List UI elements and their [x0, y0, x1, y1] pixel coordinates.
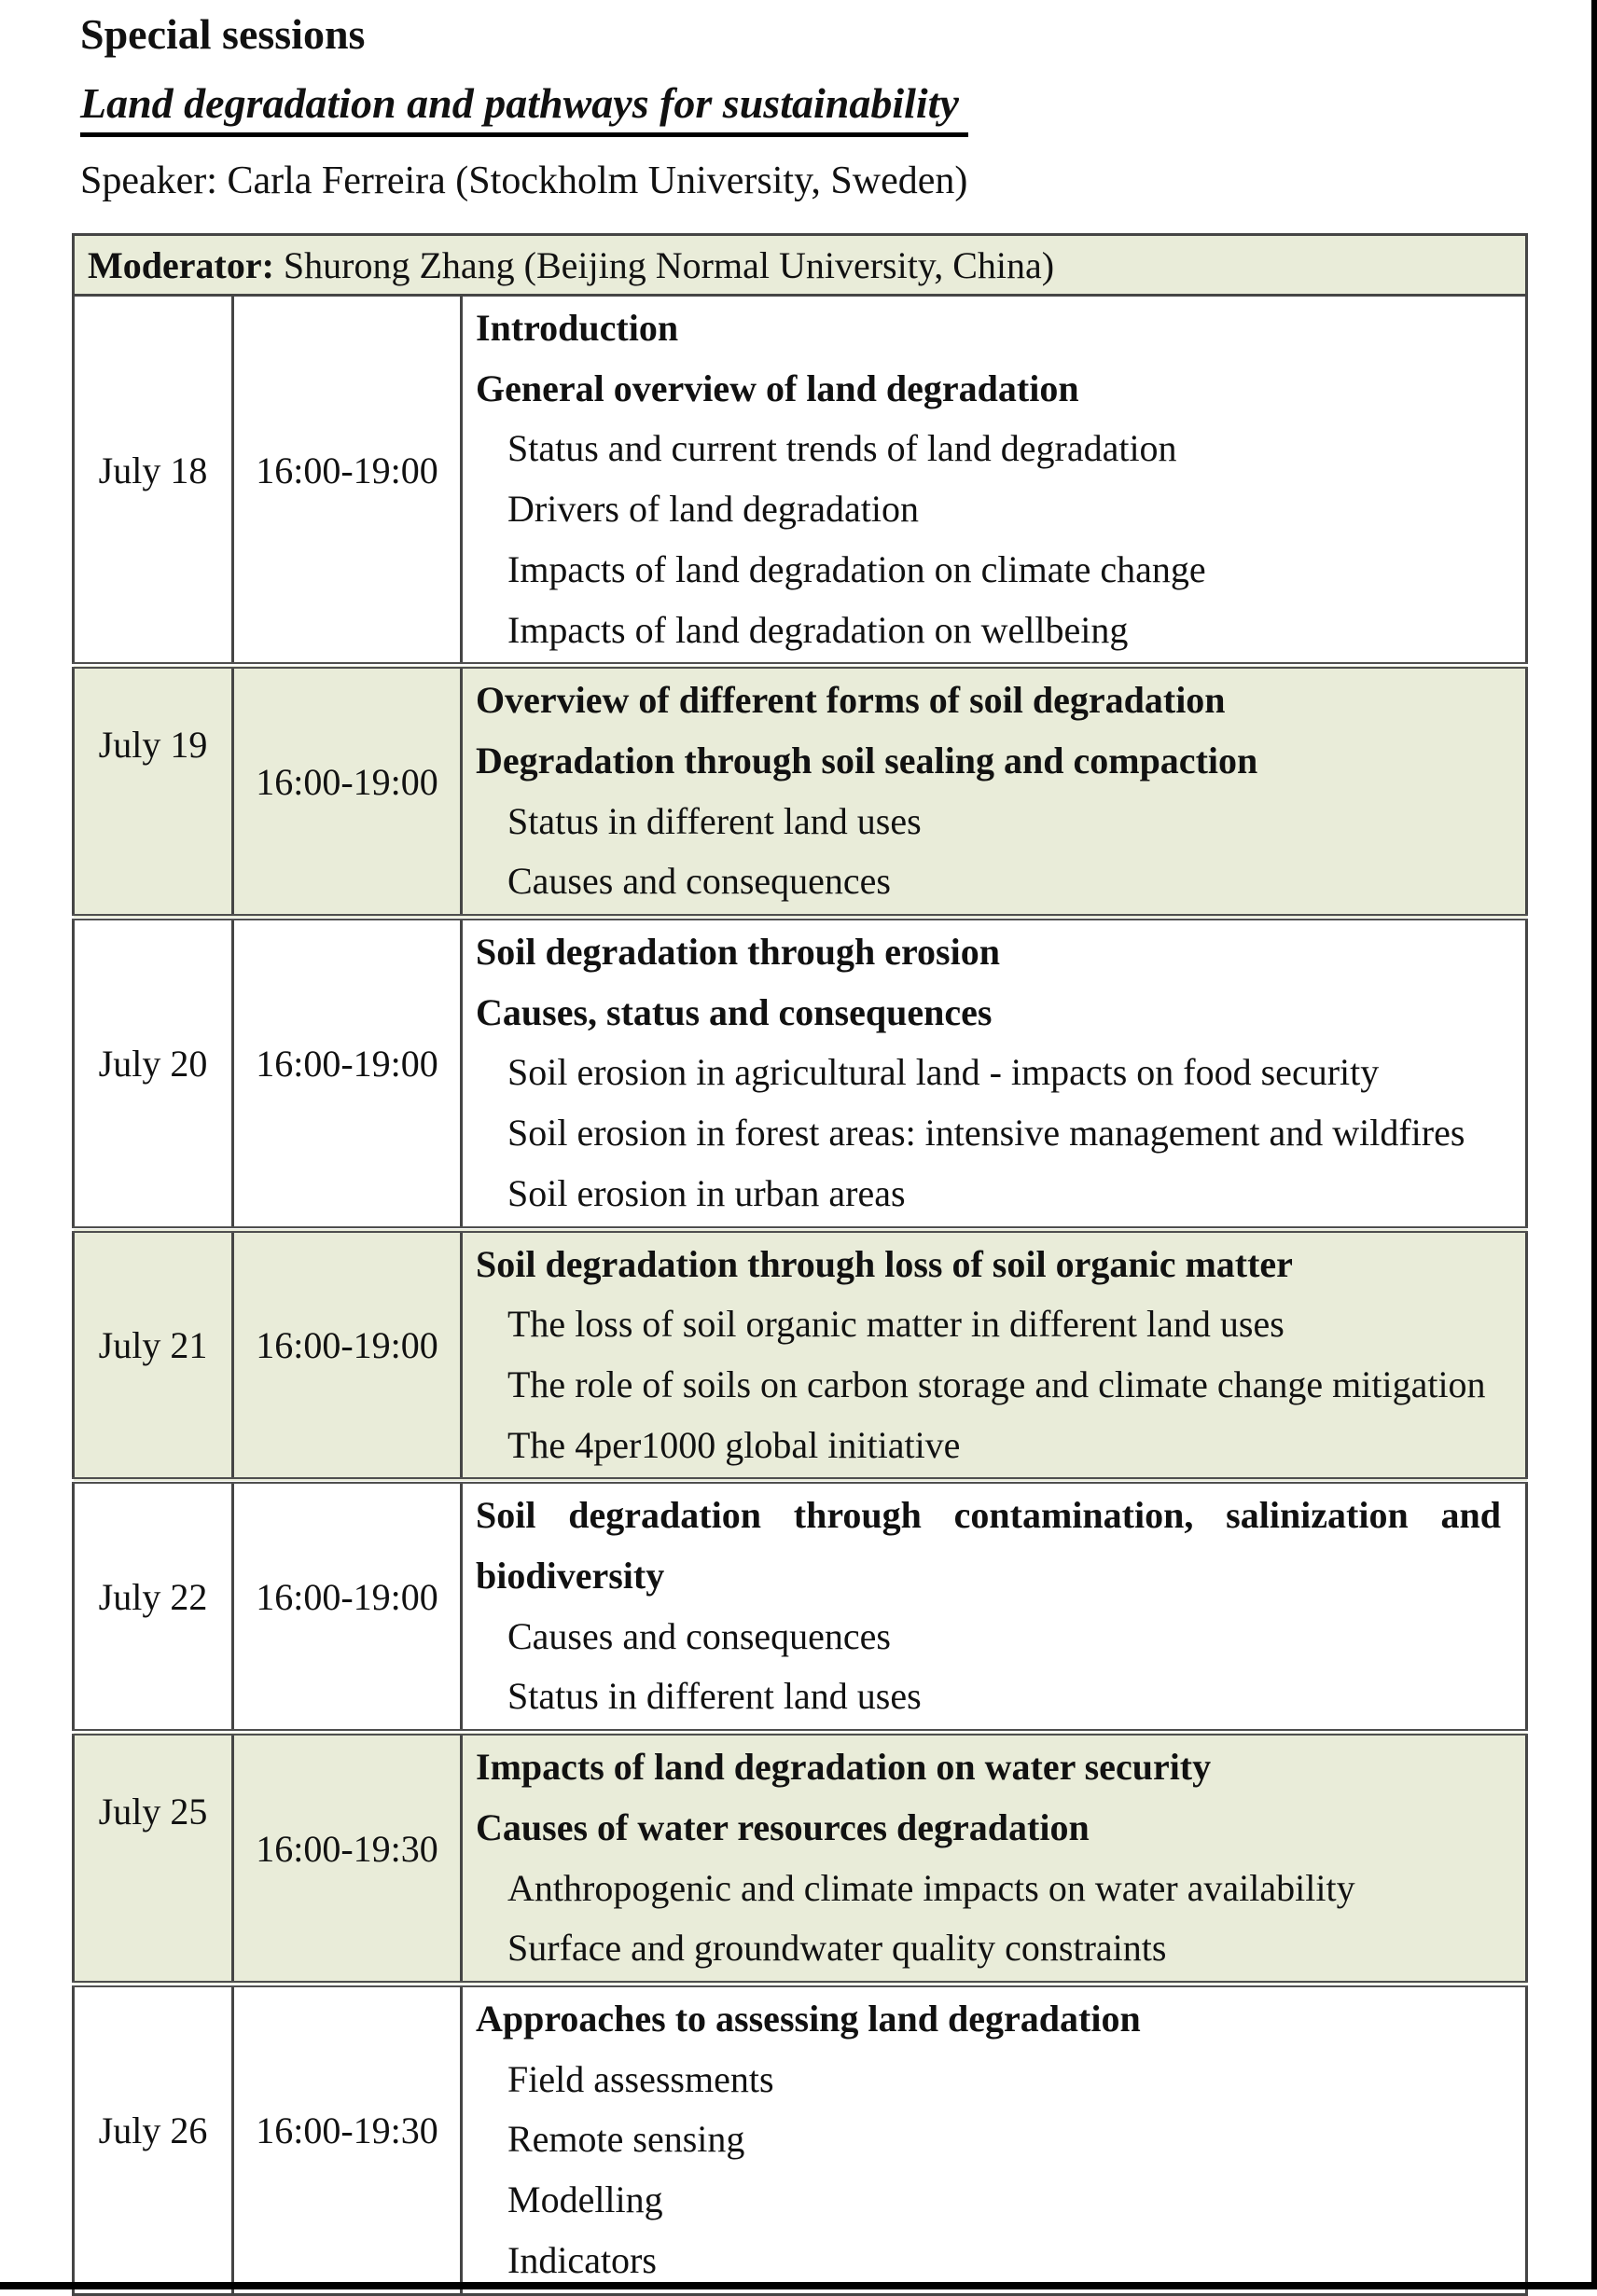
time-text: 16:00-19:00 [256, 449, 438, 491]
session-row [74, 1984, 1527, 2294]
time-cell [233, 1481, 462, 1733]
date-text: July 20 [98, 1043, 208, 1086]
topic-detail: Impacts of land degradation on climate change [507, 547, 1206, 590]
topic-heading: Soil degradation through contamination, salinization and [476, 1494, 1502, 1537]
time-text: 16:00-19:00 [256, 1043, 438, 1086]
topic-detail: Field assessments [507, 2057, 774, 2100]
schedule-table-body [74, 296, 1527, 2295]
topic-detail: Causes and consequences [507, 1614, 891, 1657]
time-text: 16:00-19:30 [256, 2109, 438, 2152]
time-cell [233, 1229, 462, 1481]
session-row [74, 296, 1527, 666]
topic-detail: Soil erosion in urban areas [507, 1171, 906, 1214]
topic-detail: Status in different land uses [507, 799, 922, 842]
time-text: 16:00-19:00 [256, 1576, 438, 1619]
topic-detail: Causes and consequences [507, 860, 891, 903]
speaker-line: Speaker: Carla Ferreira (Stockholm University, Sweden) [80, 159, 968, 202]
time-cell [233, 1984, 462, 2294]
topics-cell [462, 296, 1527, 666]
topics-cell [462, 1733, 1527, 1985]
moderator-label: Moderator: [88, 243, 274, 286]
topic-heading: Overview of different forms of soil degradation [476, 679, 1226, 722]
session-row [74, 918, 1527, 1230]
topics-cell [462, 666, 1527, 918]
date-text: July 19 [98, 724, 208, 767]
time-cell [233, 296, 462, 666]
date-cell [74, 666, 233, 918]
topic-detail: Modelling [507, 2178, 663, 2221]
moderator-name: Shurong Zhang (Beijing Normal University, China) [273, 243, 1055, 286]
date-cell [74, 1984, 233, 2294]
topic-heading: biodiversity [476, 1555, 665, 1598]
date-cell [74, 1229, 233, 1481]
moderator-cell [74, 235, 1527, 296]
topics-cell [462, 1481, 1527, 1733]
topics-cell [462, 918, 1527, 1230]
session-row [74, 1229, 1527, 1481]
time-cell [233, 666, 462, 918]
page-title: Special sessions [80, 10, 366, 58]
topics-cell [462, 1229, 1527, 1481]
topic-heading: Causes of water resources degradation [476, 1805, 1090, 1848]
time-text: 16:00-19:00 [256, 761, 438, 804]
topic-heading: Impacts of land degradation on water security [476, 1746, 1212, 1789]
topic-detail: Anthropogenic and climate impacts on water availability [507, 1866, 1355, 1909]
date-cell [74, 1481, 233, 1733]
topic-detail: The role of soils on carbon storage and climate change mitigation [507, 1362, 1486, 1405]
time-text: 16:00-19:00 [256, 1324, 438, 1367]
topic-heading: Soil degradation through loss of soil organic matter [476, 1242, 1293, 1285]
topic-heading: Approaches to assessing land degradation [476, 1997, 1141, 2040]
date-text: July 22 [98, 1576, 208, 1619]
time-cell [233, 918, 462, 1230]
topic-detail: Surface and groundwater quality constraints [507, 1927, 1167, 1970]
topic-detail: Soil erosion in agricultural land - impacts on food security [507, 1051, 1380, 1094]
page-edge-right [1591, 0, 1597, 2289]
topic-heading: General overview of land degradation [476, 367, 1079, 409]
time-cell [233, 1733, 462, 1985]
topic-detail: Indicators [507, 2238, 657, 2281]
topic-detail: Status in different land uses [507, 1675, 922, 1718]
date-text: July 18 [98, 449, 208, 491]
topic-detail: Remote sensing [507, 2118, 745, 2161]
topic-detail: Soil erosion in forest areas: intensive management and wildfires [507, 1112, 1465, 1155]
schedule-table [72, 233, 1528, 2296]
topic-heading: Introduction [476, 307, 679, 349]
topic-heading: Degradation through soil sealing and compaction [476, 739, 1258, 781]
topics-cell [462, 1984, 1527, 2294]
date-cell [74, 1733, 233, 1985]
session-row [74, 1481, 1527, 1733]
date-text: July 21 [98, 1324, 208, 1367]
date-cell [74, 918, 233, 1230]
date-cell [74, 296, 233, 666]
topic-detail: Impacts of land degradation on wellbeing [507, 608, 1129, 651]
topic-detail: The 4per1000 global initiative [507, 1423, 961, 1466]
topic-heading: Soil degradation through erosion [476, 931, 1000, 974]
moderator-row [74, 235, 1527, 296]
page-edge-bottom [0, 2282, 1597, 2289]
topic-detail: The loss of soil organic matter in different land uses [507, 1303, 1285, 1346]
time-text: 16:00-19:30 [256, 1828, 438, 1871]
session-title: Land degradation and pathways for sustainability [80, 78, 968, 137]
topic-detail: Drivers of land degradation [507, 488, 919, 531]
session-row [74, 1733, 1527, 1985]
session-row [74, 666, 1527, 918]
topic-heading: Causes, status and consequences [476, 990, 993, 1033]
topic-detail: Status and current trends of land degradation [507, 427, 1177, 470]
date-text: July 25 [98, 1791, 208, 1833]
date-text: July 26 [98, 2109, 208, 2152]
